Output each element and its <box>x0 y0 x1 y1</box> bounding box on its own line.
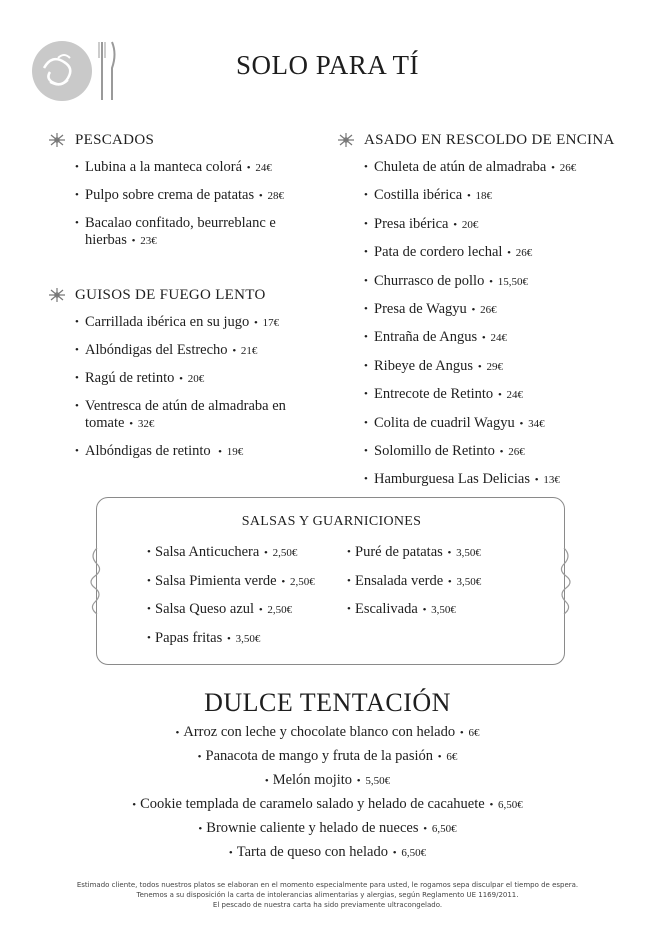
item-price: 6,50€ <box>401 847 427 859</box>
item-name: Brownie caliente y helado de nueces <box>206 820 419 836</box>
item-price: 29€ <box>486 360 503 373</box>
menu-item: • Albóndigas del Estrecho • 21€ <box>75 342 307 360</box>
item-name: Pata de cordero lechal <box>374 244 503 261</box>
item-name: Panacota de mango y fruta de la pasión <box>205 748 433 764</box>
menu-item: • Presa ibérica • 20€ <box>364 216 636 234</box>
section-heading: PESCADOS <box>75 131 155 148</box>
salsa-item: • Puré de patatas • 3,50€ <box>347 544 481 562</box>
section-asado <box>336 130 636 500</box>
item-name: Salsa Pimienta verde <box>155 572 277 589</box>
item-name: Solomillo de Retinto <box>374 442 495 459</box>
item-name: Entrecote de Retinto <box>374 386 494 403</box>
ornament-icon <box>47 286 67 304</box>
item-price: 26€ <box>515 247 533 260</box>
footer-line: Tenemos a su disposición la carta de intolerancias alimentarias y alergias, según Reglamento UE 1169/2011. <box>136 891 519 899</box>
item-name: Puré de patatas <box>355 544 443 560</box>
menu-item: • Entrecote de Retinto • 24€ <box>364 386 636 404</box>
item-name: Lubina a la manteca colorá <box>85 159 243 175</box>
item-name: Pulpo sobre crema de patatas <box>85 187 255 203</box>
item-name: Costilla ibérica <box>374 187 463 204</box>
section-heading: ASADO EN RESCOLDO DE ENCINA <box>364 131 615 148</box>
ornament-icon <box>336 131 356 149</box>
item-name: Melón mojito <box>272 772 353 788</box>
item-name: Carrillada ibérica en su jugo <box>85 314 250 330</box>
item-name: Presa ibérica <box>374 215 449 232</box>
dessert-item: • Tarta de queso con helado • 6,50€ <box>228 844 427 860</box>
menu-item: • Presa de Wagyu • 26€ <box>364 301 636 319</box>
menu-item: • Chuleta de atún de almadraba • 26€ <box>364 159 636 177</box>
item-price: 26€ <box>559 162 577 174</box>
item-name: Albóndigas del Estrecho <box>85 342 228 358</box>
item-name: Papas fritas <box>155 629 223 646</box>
salsa-item: • Salsa Anticuchera • 2,50€ <box>147 544 315 562</box>
item-name: Salsa Anticuchera <box>155 544 260 560</box>
item-price: 2,50€ <box>289 575 315 588</box>
section-guisos <box>47 285 307 471</box>
item-price: 23€ <box>140 235 157 247</box>
menu-item: • Ventresca de atún de almadraba en tomate • 32€ <box>75 398 290 433</box>
item-price: 3,50€ <box>456 575 482 588</box>
item-name: Albóndigas de retinto <box>85 443 211 459</box>
item-price: 32€ <box>137 418 155 430</box>
footer-note <box>0 880 655 910</box>
item-name: Colita de cuadril Wagyu <box>374 414 515 431</box>
item-name: Tarta de queso con helado <box>236 844 388 860</box>
item-name: Churrasco de pollo <box>374 272 485 289</box>
item-price: 26€ <box>480 303 497 316</box>
swirl-icon <box>87 546 101 616</box>
menu-item: • Colita de cuadril Wagyu • 34€ <box>364 415 636 433</box>
dessert-item: • Melón mojito • 5,50€ <box>264 772 391 788</box>
dessert-item: • Cookie templada de caramelo salado y helado de cacahuete • 6,50€ <box>132 796 523 812</box>
dulce-heading: DULCE TENTACIÓN <box>204 688 451 717</box>
section-pescados <box>47 130 287 260</box>
menu-item: • Churrasco de pollo • 15,50€ <box>364 273 636 291</box>
swirl-icon <box>560 546 574 616</box>
ornament-icon <box>47 131 67 149</box>
menu-item: • Lubina a la manteca colorá • 24€ <box>75 159 287 177</box>
item-price: 18€ <box>475 190 493 203</box>
menu-item: • Hamburguesa Las Delicias • 13€ <box>364 471 636 489</box>
item-price: 28€ <box>267 190 284 202</box>
item-price: 19€ <box>226 446 244 458</box>
item-price: 20€ <box>187 373 205 385</box>
item-name: Presa de Wagyu <box>374 300 467 317</box>
menu-item: • Ragú de retinto • 20€ <box>75 370 307 388</box>
menu-item: • Carrillada ibérica en su jugo • 17€ <box>75 314 307 332</box>
item-price: 34€ <box>528 417 545 430</box>
item-price: 15,50€ <box>497 275 528 288</box>
menu-item: • Ribeye de Angus • 29€ <box>364 358 636 376</box>
menu-item: • Solomillo de Retinto • 26€ <box>364 443 636 461</box>
page-title: SOLO PARA TÍ <box>235 50 420 80</box>
item-price: 6,50€ <box>498 799 523 811</box>
footer-line: El pescado de nuestra carta ha sido previamente ultracongelado. <box>212 901 443 909</box>
dessert-item: • Brownie caliente y helado de nueces • 6,50€ <box>198 820 457 836</box>
item-price: 20€ <box>461 218 479 231</box>
item-name: Ventresca de atún de almadraba en tomate <box>85 398 286 431</box>
salsas-heading: SALSAS Y GUARNICIONES <box>241 514 422 529</box>
item-price: 2,50€ <box>267 604 293 617</box>
salsa-item: • Ensalada verde • 3,50€ <box>347 573 481 591</box>
item-name: Cookie templada de caramelo salado y helado de cacahuete <box>140 796 485 812</box>
item-price: 17€ <box>262 317 280 329</box>
item-price: 21€ <box>240 345 258 357</box>
footer-line: Estimado cliente, todos nuestros platos se elaboran en el momento especialmente para usted, le rogamos sepa disculpar el tiempo de espera. <box>76 881 579 889</box>
dessert-item: • Arroz con leche y chocolate blanco con helado • 6€ <box>175 724 480 740</box>
item-price: 6€ <box>446 751 458 763</box>
item-name: Ribeye de Angus <box>374 357 474 374</box>
section-heading: GUISOS DE FUEGO LENTO <box>75 286 266 303</box>
item-price: 24€ <box>490 332 507 345</box>
item-price: 3,50€ <box>456 547 481 559</box>
item-price: 3,50€ <box>431 604 456 617</box>
item-name: Hamburguesa Las Delicias <box>374 471 530 488</box>
salsa-item: • Papas fritas • 3,50€ <box>147 630 315 648</box>
item-name: Entraña de Angus <box>374 329 478 346</box>
item-price: 5,50€ <box>365 775 391 787</box>
item-price: 24€ <box>255 162 272 174</box>
menu-item: • Pata de cordero lechal • 26€ <box>364 244 636 262</box>
item-price: 6,50€ <box>431 823 457 835</box>
salsas-box <box>96 497 565 665</box>
item-name: Bacalao confitado, beurreblanc e hierbas <box>85 215 276 248</box>
item-price: 6€ <box>468 727 480 739</box>
menu-item: • Costilla ibérica • 18€ <box>364 187 636 205</box>
menu-item: • Pulpo sobre crema de patatas • 28€ <box>75 187 287 205</box>
salsa-item: • Salsa Queso azul • 2,50€ <box>147 601 315 619</box>
item-price: 2,50€ <box>272 547 298 559</box>
item-price: 13€ <box>543 474 560 487</box>
salsa-item: • Salsa Pimienta verde • 2,50€ <box>147 573 315 591</box>
item-price: 26€ <box>508 445 525 458</box>
item-name: Escalivada <box>355 601 418 618</box>
menu-item: • Entraña de Angus • 24€ <box>364 329 636 347</box>
dessert-item: • Panacota de mango y fruta de la pasión • 6€ <box>197 748 458 764</box>
item-name: Arroz con leche y chocolate blanco con helado <box>183 724 456 740</box>
menu-item: • Bacalao confitado, beurreblanc e hierbas • 23€ <box>75 215 285 250</box>
menu-item: • Albóndigas de retinto • 19€ <box>75 443 307 461</box>
item-price: 24€ <box>506 389 524 402</box>
item-name: Salsa Queso azul <box>155 601 255 618</box>
item-price: 3,50€ <box>235 632 261 645</box>
item-name: Ensalada verde <box>355 572 444 589</box>
item-name: Ragú de retinto <box>85 370 175 386</box>
salsa-item: • Escalivada • 3,50€ <box>347 601 481 619</box>
item-name: Chuleta de atún de almadraba <box>374 159 547 175</box>
